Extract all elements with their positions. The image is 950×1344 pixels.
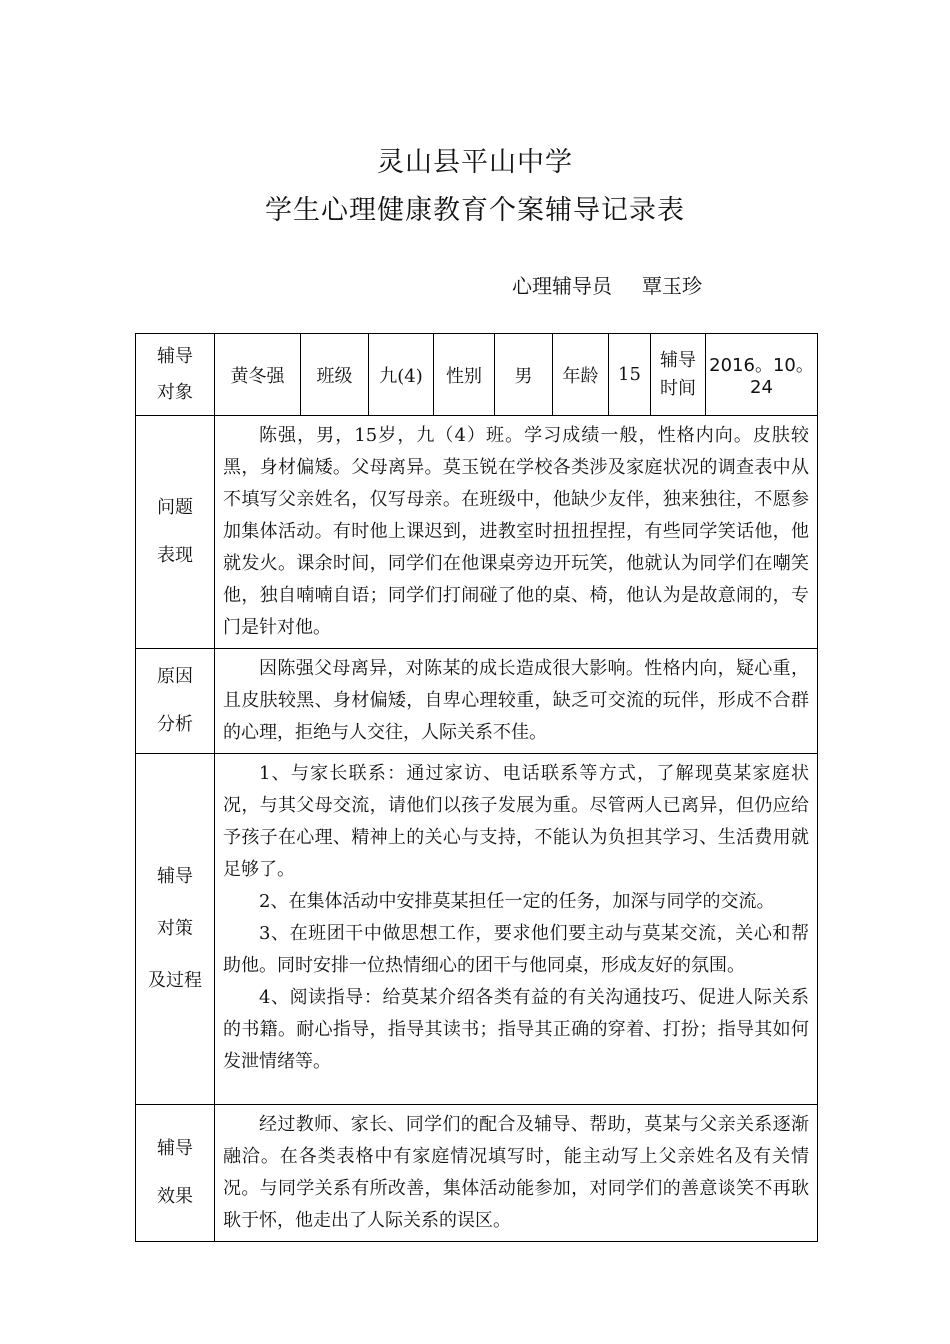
problem-text-cell [215,416,818,649]
cause-label-2: 分析 [157,714,193,735]
cause-label-1: 原因 [157,666,193,687]
counseling-date: 2016。10。24 [706,334,818,416]
target-label-cell [136,334,215,416]
cause-text-cell [215,649,818,754]
effect-row [136,1105,818,1242]
time-label-1: 辅导 [660,349,696,371]
problem-row [136,416,818,649]
problem-label-2: 表现 [157,545,193,566]
info-row [136,334,818,416]
record-table [135,333,818,1242]
time-label-2: 时间 [660,377,696,399]
counselor-name: 覃玉珍 [642,274,702,298]
strategy-label-cell [136,754,215,1105]
strategy-step-3: 3、在班团干中做思想工作，要求他们要主动与莫某交流，关心和帮助他。同时安排一位热情细心的团干与他同桌，形成友好的氛围。 [223,923,809,976]
effect-text-cell [215,1105,818,1242]
strategy-label-2: 对策 [157,918,193,939]
effect-label-cell [136,1105,215,1242]
problem-text: 陈强，男，15岁，九（4）班。学习成绩一般，性格内向。皮肤较黑，身材偏矮。父母离异。莫玉锐在学校各类涉及家庭状况的调查表中从不填写父亲姓名，仅写母亲。在班级中，他缺少友伴，独来独往，不愿参加集体活动。有时他上课迟到，进教室时扭扭捏捏，有些同学笑话他，他就发火。课余时间，同学们在他课桌旁边开玩笑，他就认为同学们在嘲笑他，独自喃喃自语；同学们打闹碰了他的桌、椅，他认为是故意闹的，专门是针对他。 [223,425,809,638]
effect-text: 经过教师、家长、同学们的配合及辅导、帮助，莫某与父亲关系逐渐融洽。在各类表格中有家庭情况填写时，能主动写上父亲姓名及有关情况。与同学关系有所改善，集体活动能参加，对同学们的善意谈笑不再耿耿于怀，他走出了人际关系的误区。 [223,1114,809,1231]
age-label: 年龄 [553,334,609,416]
gender-label: 性别 [434,334,495,416]
class-label: 班级 [301,334,369,416]
effect-label-1: 辅导 [157,1138,193,1159]
strategy-row [136,754,818,1105]
strategy-step-1: 1、与家长联系：通过家访、电话联系等方式，了解现莫某家庭状况，与其父母交流，请他们以孩子发展为重。尽管两人已离异，但仍应给予孩子在心理、精神上的关心与支持，不能认为负担其学习、生活费用就足够了。 [223,763,809,880]
strategy-text-cell [215,754,818,1105]
strategy-step-2: 2、在集体活动中安排莫某担任一定的任务，加深与同学的交流。 [259,891,775,912]
problem-label-1: 问题 [157,497,193,518]
form-title: 学生心理健康教育个案辅导记录表 [265,195,685,226]
strategy-step-4: 4、阅读指导：给莫某介绍各类有益的有关沟通技巧、促进人际关系的书籍。耐心指导，指导其读书；指导其正确的穿着、打扮；指导其如何发泄情绪等。 [223,987,809,1072]
strategy-label-1: 辅导 [157,866,193,887]
counselor-line [512,270,702,299]
target-label-2: 对象 [157,381,193,403]
effect-label-2: 效果 [157,1186,193,1207]
target-label-1: 辅导 [157,345,193,367]
school-name: 灵山县平山中学 [377,147,573,178]
problem-label-cell [136,416,215,649]
time-label-cell [651,334,706,416]
cause-text: 因陈强父母离异，对陈某的成长造成很大影响。性格内向，疑心重，且皮肤较黑、身材偏矮，自卑心理较重，缺乏可交流的玩伴，形成不合群的心理，拒绝与人交往，人际关系不佳。 [223,658,809,743]
cause-row [136,649,818,754]
cause-label-cell [136,649,215,754]
age-value: 15 [609,334,651,416]
counselor-label: 心理辅导员 [512,274,612,298]
class-value: 九(4) [369,334,434,416]
gender-value: 男 [495,334,553,416]
student-name: 黄冬强 [215,334,301,416]
strategy-label-3: 及过程 [148,970,202,991]
